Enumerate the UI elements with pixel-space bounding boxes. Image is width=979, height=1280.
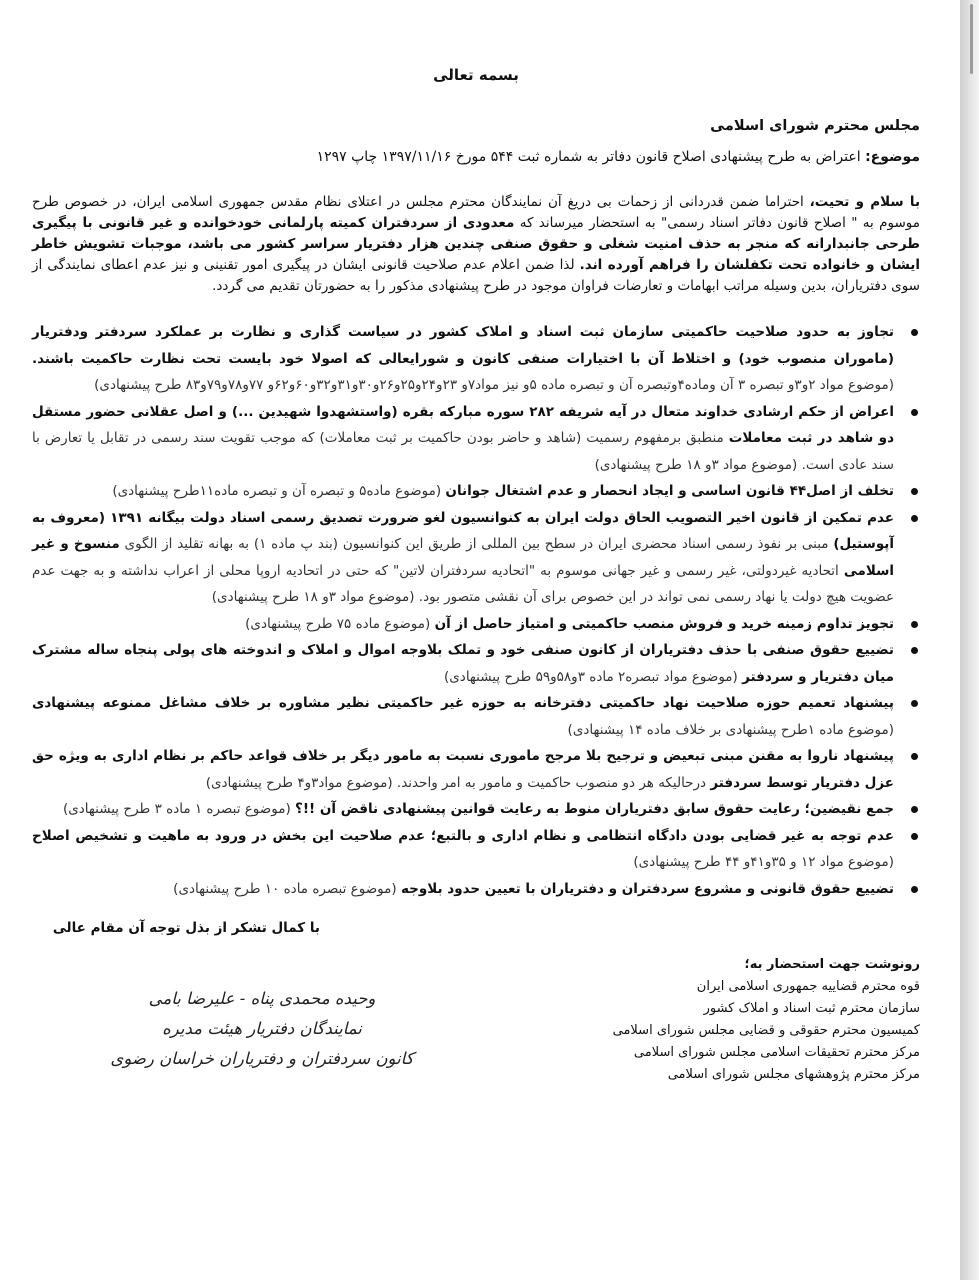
- bullet-icon: [911, 409, 918, 416]
- item-note: (موضوع ماده ۱طرح پیشنهادی بر خلاف ماده ۱۴ پیشنهادی): [567, 721, 894, 738]
- item-note: منطبق برمفهوم رسمیت (شاهد و حاضر بودن حاکمیت بر ثبت معاملات) که موجب تقویت سند رسمی در تقابل یا تعارض با سند عادی است. (موضوع مواد ۳و ۱۸ طرح پیشنهادی): [32, 430, 894, 473]
- item-note: مبنی بر نفوذ رسمی اسناد محضری ایران در سطح بین المللی از طریق این کنوانسیون (بند پ ماده ۱) به بهانه تقلید از الگوی: [119, 536, 834, 552]
- list-item: [32, 823, 920, 876]
- item-bold: پیشنهاد ناروا به مقنن مبنی تبعیض و ترجیح بلا مرجح ماموری نسبت به مامور دیگر بر خلاف قواعد حاکم بر نظام اداری به ویژه حق عزل دفتریار توسط سردفتر: [32, 748, 894, 791]
- scrollbar-thumb[interactable]: [970, 4, 973, 74]
- list-item: [32, 319, 920, 399]
- page-edge: [960, 0, 979, 1280]
- item-bold: تجویز تداوم زمینه خرید و فروش منصب حاکمیتی و امتیاز حاصل از آن: [434, 615, 894, 632]
- list-item: [32, 796, 920, 823]
- list-item: [32, 611, 920, 638]
- copy-recipients: [540, 954, 920, 1086]
- bullet-icon: [911, 753, 918, 760]
- list-item: [32, 637, 920, 690]
- objection-list: [32, 319, 920, 902]
- signature-names: وحیده محمدی پناه - علیرضا بامی: [148, 989, 376, 1008]
- item-bold: اعراض از حکم ارشادی خداوند متعال در آیه شریفه ۲۸۲ سوره مبارکه بقره (واستشهدوا شهیدین ...) و اصل عقلانی حضور مستقل دو شاهد در ثبت معاملات: [32, 403, 894, 446]
- copy-recipient: قوه محترم قضاییه جمهوری اسلامی ایران: [696, 979, 920, 994]
- bullet-icon: [911, 806, 918, 813]
- list-item: [32, 505, 920, 611]
- subject-line: [32, 146, 920, 168]
- intro-bold-text: معدودی از سردفتران کمیته پارلمانی خودخوانده و غیر قانونی با پیگیری طرحی جانبدارانه که منجر به حذف امنیت شغلی و حقوق صنفی چندین هزار دفتریار سراسر کشور می باشد، موجبات تشویش خاطر ایشان و خانواده تحت تکفلشان را فراهم آورده اند.: [32, 215, 920, 273]
- item-bold: تجاوز به حدود صلاحیت حاکمیتی سازمان ثبت اسناد و املاک کشور در سیاست گذاری و نظارت بر عملکرد سردفتر ودفتریار (ماموران منصوب خود) و اختلاط آن با اختیارات صنفی کانون و شورایعالی که اصولا خود بایست تحت نظارت حاکمیت باشند.: [32, 324, 894, 367]
- item-bold: عدم توجه به غیر قضایی بودن دادگاه انتظامی و نظام اداری و بالتبع؛ عدم صلاحیت این بخش در ورود به ماهیت و تشخیص اصلاح: [32, 827, 894, 844]
- copy-recipient: سازمان محترم ثبت اسناد و املاک کشور: [703, 1001, 920, 1016]
- list-item: [32, 399, 920, 479]
- item-note-2: اتحادیه غیردولتی، غیر رسمی و غیر جهانی موسوم به "اتحادیه سردفتران لاتین" که حتی در اتحادیه اروپا محلی از اعراب نداشته و به جهت عدم عضویت هیچ دولت یا نهاد رسمی نمی تواند در این خصوص برای آن نقشی متصور بود. (موضوع مواد ۳و ۱۸ طرح پیشنهادی): [32, 562, 894, 605]
- closing-line: با کمال تشکر از بذل توجه آن مقام عالی: [52, 920, 320, 936]
- copy-heading: رونوشت جهت استحضار به؛: [744, 957, 920, 972]
- list-item: [32, 743, 920, 796]
- list-item: [32, 690, 920, 743]
- item-bold: عدم تمکین از قانون اخیر التصویب الحاق دولت ایران به کنوانسیون لغو ضرورت تصدیق رسمی اسناد دولت بیگانه ۱۳۹۱ (معروف به آپوستیل): [32, 509, 894, 552]
- greeting: با سلام و تحیت،: [809, 194, 921, 210]
- intro-text-2: لذا ضمن اعلام عدم صلاحیت قانونی ایشان در پیگیری امور تقنینی و نیز عدم اعطای نمایندگی از سوی دفتریاران، بدین وسیله مراتب ابهامات و تعارضات فراوان موجود در طرح پیشنهادی مذکور را به حضورتان تقدیم می گردد.: [32, 257, 920, 294]
- item-bold: تضییع حقوق قانونی و مشروع سردفتران و دفتریاران با تعیین حدود بلاوجه: [400, 880, 894, 897]
- footer-section: [32, 944, 920, 1094]
- item-bold-2: منسوخ و غیر اسلامی: [32, 536, 894, 579]
- bullet-icon: [911, 515, 918, 522]
- copy-recipient: مرکز محترم پژوهشهای مجلس شورای اسلامی: [667, 1067, 920, 1082]
- bullet-icon: [911, 647, 918, 654]
- item-note: (موضوع تبصره ماده ۱۰ طرح پیشنهادی): [173, 880, 401, 897]
- signature-organization: کانون سردفتران و دفتریاران خراسان رضوی: [110, 1049, 414, 1068]
- item-note: (موضوع ماده ۷۵ طرح پیشنهادی): [245, 615, 435, 632]
- copy-recipient: مرکز محترم تحقیقات اسلامی مجلس شورای اسلامی: [633, 1045, 920, 1060]
- bullet-icon: [911, 621, 918, 628]
- bullet-icon: [911, 833, 918, 840]
- item-note: درحالیکه هر دو منصوب حاکمیت و مامور به امر واحدند. (موضوع مواد۳و۴ طرح پیشنهادی): [205, 774, 711, 791]
- copy-recipient: کمیسیون محترم حقوقی و قضایی مجلس شورای اسلامی: [612, 1023, 920, 1038]
- item-note: (موضوع مواد ۱۲ و ۳۵و۴۱و ۴۴ طرح پیشنهادی): [633, 854, 894, 870]
- subject-text: اعتراض به طرح پیشنهادی اصلاح قانون دفاتر به شماره ثبت ۵۴۴ مورخ ۱۳۹۷/۱۱/۱۶ چاپ ۱۲۹۷: [316, 149, 861, 165]
- signature-role: نمایندگان دفتریار هیئت مدیره: [162, 1019, 362, 1038]
- item-bold: تضییع حقوق صنفی با حذف دفتریاران از کانون صنفی خود و تملک بلاوجه اموال و املاک و اندوخته های پولی پنجاه ساله مشترک میان دفتریار و سردفتر: [32, 642, 894, 685]
- intro-text-1: احتراما ضمن قدردانی از زحمات بی دریغ آن نمایندگان محترم مجلس در اعتلای نظام مقدس جمهوری اسلامی ایران، در خصوص طرح موسوم به " اصلاح قانون دفاتر اسناد رسمی" به استحضار میرساند که: [32, 194, 920, 231]
- item-note: (موضوع ماده۵ و تبصره آن و تبصره ماده۱۱طرح پیشنهادی): [112, 483, 446, 499]
- subject-label: موضوع:: [865, 149, 920, 165]
- bullet-icon: [911, 700, 918, 707]
- item-bold: تخلف از اصل۴۴ قانون اساسی و ایجاد انحصار و عدم اشتغال جوانان: [445, 483, 894, 499]
- item-note: (موضوع تبصره ۱ ماده ۳ طرح پیشنهادی): [62, 801, 296, 817]
- list-item: [32, 876, 920, 903]
- bullet-icon: [911, 488, 918, 495]
- item-bold: جمع نقیضین؛ رعایت حقوق سابق دفتریاران منوط به رعایت قوانین پیشنهادی ناقض آن !!؟: [295, 801, 894, 817]
- signature-block: [92, 984, 432, 1074]
- item-bold: پیشنهاد تعمیم حوزه صلاحیت نهاد حاکمیتی دفترخانه به حوزه غیر حاکمیتی نظیر مشاوره بر خلاف مشاغل ممنوعه پیشنهادی: [32, 695, 894, 711]
- item-note: (موضوع مواد ۲و۳و تبصره ۳ آن وماده۴وتبصره آن و تبصره ماده ۵و نیز مواد۷و ۲۳و۲۴و۲۵و۲۶و۳۰و۳۱و۳۲و۶۰و۶۲و ۷۷و۷۸و۷۹و۸۳ طرح پیشنهادی): [94, 377, 894, 393]
- bullet-icon: [911, 329, 918, 336]
- list-item: [32, 478, 920, 505]
- addressee: مجلس محترم شورای اسلامی: [710, 118, 920, 134]
- document-title: بسمه تعالی: [433, 66, 519, 84]
- intro-paragraph: [32, 192, 920, 297]
- bullet-icon: [911, 886, 918, 893]
- item-note: (موضوع مواد تبصره۲ ماده ۳و۵۸و۵۹ طرح پیشنهادی): [443, 668, 743, 685]
